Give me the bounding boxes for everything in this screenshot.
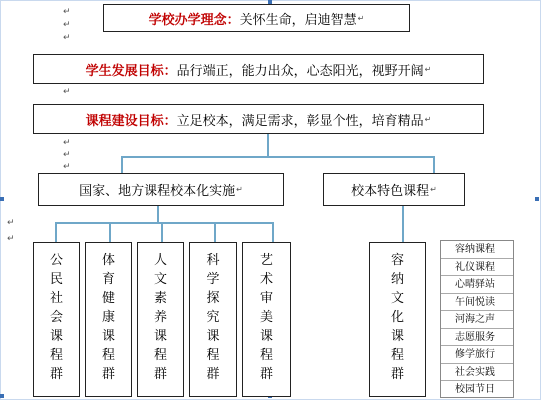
vertical-char: 素 [153,291,167,306]
vertical-char: 美 [259,310,273,325]
vertical-char: 审 [259,291,273,306]
school-philosophy-box: 学校办学理念 ： 关怀生命，启迪智慧 ↵ [103,4,410,32]
branch-label: 校本特色课程 [351,184,430,199]
special-course-list [440,240,514,398]
paragraph-mark: ↵ [7,234,15,244]
special-course-item: 修学旅行 [441,346,513,364]
vertical-char: 术 [259,272,273,287]
vertical-char: 程 [390,348,404,363]
special-course-item: 容纳课程 [441,241,513,259]
paragraph-mark: ↵ [7,218,15,228]
connector-line [109,222,111,242]
paragraph-mark: ↵ [63,87,71,97]
course-group-box [33,242,80,397]
resize-handle[interactable] [535,197,539,201]
student-goal-box: 学生发展目标 ： 品行端正，能力出众，心态阳光，视野开阔 ↵ [33,54,484,84]
vertical-char: 程 [153,348,167,363]
connector-line [433,156,435,174]
connector-line [121,156,435,158]
vertical-char: 探 [206,291,220,306]
vertical-char: 群 [49,367,63,382]
vertical-char: 公 [49,253,63,268]
paragraph-mark: ↵ [63,138,71,148]
vertical-char: 程 [206,348,220,363]
course-group-box [137,242,184,397]
vertical-char: 社 [49,291,63,306]
special-course-item: 社会实践 [441,364,513,382]
special-course-item: 志愿服务 [441,329,513,347]
paragraph-mark: ↵ [63,7,71,17]
paragraph-mark: ↵ [63,20,71,30]
vertical-char: 纳 [390,272,404,287]
vertical-char: 课 [49,329,63,344]
vertical-char: 课 [259,329,273,344]
vertical-char: 康 [101,310,115,325]
vertical-char: 程 [49,348,63,363]
course-group-box [242,242,291,397]
course-group-label [138,251,183,384]
vertical-char: 会 [49,310,63,325]
connector-line [272,222,274,242]
special-course-item: 午间悦读 [441,294,513,312]
vertical-char: 课 [101,329,115,344]
course-group-label [243,251,290,384]
connector-line [157,205,159,223]
vertical-char: 文 [153,272,167,287]
vertical-char: 课 [206,329,220,344]
vertical-char: 健 [101,291,115,306]
paragraph-mark: ↵ [63,33,71,43]
branch-label: 国家、地方课程校本化实施 [79,184,236,199]
course-group-box [189,242,237,397]
resize-handle[interactable] [0,394,4,398]
vertical-char: 民 [49,272,63,287]
special-course-item: 校园节日 [455,384,495,395]
connector-line [161,222,163,242]
vertical-char: 养 [153,310,167,325]
row-key: 学生发展目标 [85,63,164,79]
connector-line [121,156,123,174]
course-group-label [86,251,131,384]
vertical-char: 科 [206,253,220,268]
vertical-char: 化 [390,310,404,325]
row-key: 课程建设目标 [85,113,164,129]
connector-line [55,222,274,224]
vertical-char: 群 [153,367,167,382]
special-course-group-box [369,242,426,397]
row-text: 关怀生命，启迪智慧 [239,12,357,28]
vertical-char: 育 [101,272,115,287]
course-group-label [34,251,79,384]
vertical-char: 群 [101,367,115,382]
national-local-branch-box: 国家、地方课程校本化实施 ↵ [38,173,284,206]
paragraph-mark: ↵ [63,150,71,160]
vertical-char: 人 [153,253,167,268]
row-text: 立足校本，满足需求，彰显个性，培育精品 [176,113,424,129]
vertical-char: 文 [390,291,404,306]
vertical-char: 容 [390,253,404,268]
vertical-char: 群 [206,367,220,382]
paragraph-mark: ↵ [63,162,71,172]
vertical-char: 课 [390,329,404,344]
vertical-char: 群 [390,367,404,382]
vertical-char: 群 [259,367,273,382]
row-key: 学校办学理念 [148,12,227,28]
row-text: 品行端正，能力出众，心态阳光，视野开阔 [176,63,424,79]
resize-handle[interactable] [0,197,4,201]
course-group-label [370,251,425,384]
course-group-box [85,242,132,397]
curriculum-goal-box: 课程建设目标 ： 立足校本，满足需求，彰显个性，培育精品 ↵ [33,104,484,134]
vertical-char: 究 [206,310,220,325]
special-course-item: 心晴驿站 [441,276,513,294]
special-course-item: 礼仪课程 [441,259,513,277]
connector-line [267,134,269,156]
connector-line [55,222,57,242]
school-special-branch-box: 校本特色课程 ↵ [323,173,465,206]
vertical-char: 艺 [259,253,273,268]
connector-line [214,222,216,242]
vertical-char: 程 [259,348,273,363]
vertical-char: 体 [101,253,115,268]
course-group-label [190,251,236,384]
vertical-char: 学 [206,272,220,287]
vertical-char: 课 [153,329,167,344]
special-course-item: 河海之声 [441,311,513,329]
connector-line [402,205,404,242]
vertical-char: 程 [101,348,115,363]
